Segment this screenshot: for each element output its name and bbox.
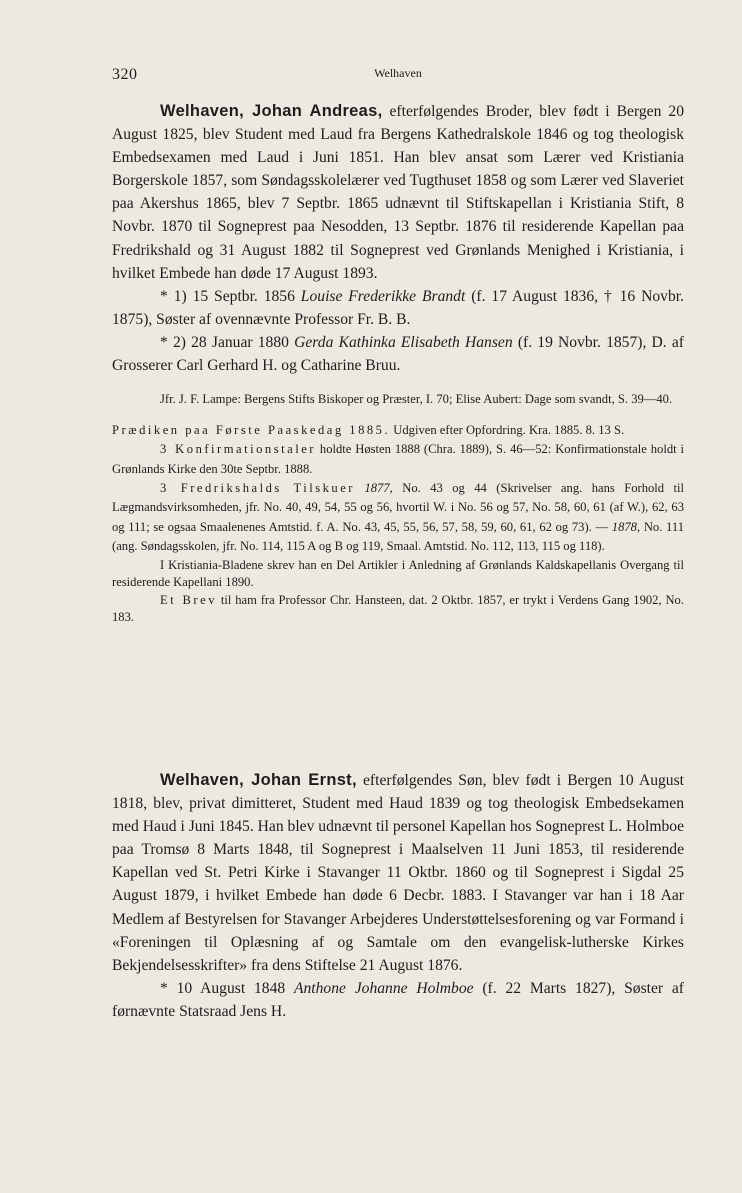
- spouse-1-name: Louise Frederikke Brandt: [300, 287, 466, 305]
- entry1-marriage-1: * 1) 15 Septbr. 1856 Louise Frederikke Brandt (f. 17 August 1836, † 16 Novbr. 1875), Søster af ovennævnte Professor Fr. B. B.: [112, 287, 684, 328]
- page-header: [112, 64, 684, 84]
- spouse-2-name: Gerda Kathinka Elisabeth Hansen: [294, 333, 513, 351]
- entry2-name: Welhaven, Johan Ernst,: [160, 771, 357, 789]
- page-number: 320: [112, 66, 138, 83]
- entry1-bio-text: efterfølgendes Broder, blev født i Bergen 20 August 1825, blev Student med Laud fra Bergens Kathedralskole 1846 og tog theologisk Embedsexamen med Laud i Juni 1851. Han blev ansat som Lærer ved Kristiania Borgerskole 1857, som Søndagsskolelærer ved Tugthuset 1858 og som Lærer ved Slaveriet paa Akershus 1865, blev 7 Septbr. 1865 udnævnt til Stiftskapellan i Kristiania Stift, 8 Novbr. 1870 til Sogneprest paa Nesodden, 13 Septbr. 1876 til residerende Kapellan paa Fredrikshald og 31 August 1882 til Sogneprest ved Grønlands Menighed i Kristiania, i hvilket Embede han døde 17 August 1893.: [112, 103, 684, 282]
- entry1-note-1: I Kristiania-Bladene skrev han en Del Artikler i Anledning af Grønlands Kaldskapellanis Overgang til residerende Kapellani 1890.: [112, 557, 684, 590]
- entry-johan-andreas: [112, 100, 684, 627]
- running-title: Welhaven: [374, 66, 422, 80]
- entry1-note-2: Et Brev til ham fra Professor Chr. Hansteen, dat. 2 Oktbr. 1857, er trykt i Verdens Gang 1902, No. 183.: [112, 592, 684, 625]
- entry1-references: Jfr. J. F. Lampe: Bergens Stifts Biskoper og Præster, I. 70; Elise Aubert: Dage som svandt, S. 39—40.: [160, 392, 673, 407]
- entry2-marriage: * 10 August 1848 Anthone Johanne Holmboe (f. 22 Marts 1827), Søster af førnævnte Statsraad Jens H.: [112, 979, 684, 1020]
- entry2-bio-text: efterfølgendes Søn, blev født i Bergen 10 August 1818, blev, privat dimitteret, Student med Haud 1839 og tog theologisk Embedsekamen med Haud i Juni 1845. Han blev udnævnt til personel Kapellan hos Sogneprest L. Holmboe paa Tromsø 8 Marts 1848, til Sogneprest i Maalselven 11 Juni 1853, til residerende Kapellan ved St. Petri Kirke i Stavanger 11 Oktbr. 1860 og til Sogneprest i Sigdal 25 August 1879, i hvilket Embede han døde 6 Decbr. 1883. I Stavanger var han i 18 Aar Medlem af Bestyrelsen for Stavanger Arbejderes Understøttelsesforening og var Formand i «Foreningen til Oplæsning af og Samtale om den evangelisk-lutherske Kirkes Bekjendelsesskrifter» fra dens Stiftelse 21 August 1876.: [112, 772, 684, 974]
- entry1-biography: [112, 100, 684, 285]
- entry-johan-ernst: [112, 769, 684, 1023]
- entry2-biography: [112, 769, 684, 977]
- entry2-spouse-name: Anthone Johanne Holmboe: [293, 979, 474, 997]
- entry1-work-3: 3 Fredrikshalds Tilskuer 1877, No. 43 og 44 (Skrivelser ang. hans Forhold til Lægmandsvirksomheden, jfr. No. 40, 49, 54, 55 og 56, hvortil W. i No. 56 og 57, No. 58, 60, 61 (af W.), 62, 63 og 111; se ogsaa Smaalenenes Amtstid. f. A. No. 43, 45, 55, 56, 57, 58, 59, 60, 61, 62 og 73). — 1878, No. 111 (ang. Søndagsskolen, jfr. No. 114, 115 A og B og 119, Smaal. Amtstid. No. 112, 113, 115 og 118).: [112, 480, 685, 554]
- entry1-work-1: Prædiken paa Første Paaskedag 1885. Udgiven efter Opfordring. Kra. 1885. 8. 13 S.: [112, 422, 625, 437]
- entry1-marriage-2: * 2) 28 Januar 1880 Gerda Kathinka Elisabeth Hansen (f. 19 Novbr. 1857), D. af Grosserer Carl Gerhard H. og Catharine Bruu.: [112, 333, 684, 375]
- entry1-name: Welhaven, Johan Andreas,: [160, 102, 383, 120]
- entry1-work-2: 3 Konfirmationstaler holdte Høsten 1888 (Chra. 1889), S. 46—52: Konfirmationstale holdt i Grønlands Kirke den 30te Septbr. 1888.: [112, 442, 684, 476]
